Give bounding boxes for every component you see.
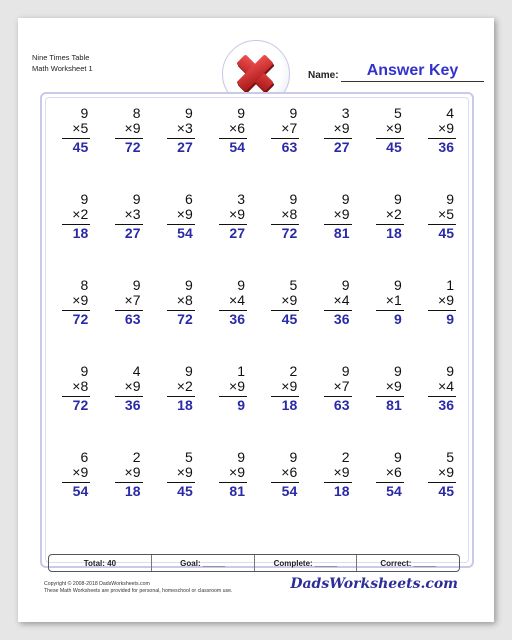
problem-row	[48, 274, 466, 360]
problem	[309, 360, 361, 446]
answer: 18	[386, 225, 402, 241]
problem-row	[48, 188, 466, 274]
problem	[309, 274, 361, 360]
copyright-notice	[44, 581, 232, 595]
multiplier: ×4	[229, 292, 245, 308]
multiplier: ×9	[229, 464, 245, 480]
multiplier: ×9	[281, 292, 298, 308]
multiplier: ×3	[124, 206, 141, 222]
name-row	[308, 62, 484, 82]
goal-cell: Goal: _____	[152, 555, 255, 571]
multiplicand: 5	[184, 449, 193, 465]
multiplicand: 9	[184, 277, 193, 293]
multiplier: ×9	[229, 378, 245, 394]
red-x-icon	[233, 51, 279, 97]
answer: 72	[72, 397, 89, 413]
problem	[414, 102, 466, 188]
multiplier: ×5	[438, 206, 454, 222]
answer: 45	[281, 311, 298, 327]
multiplicand: 9	[446, 363, 454, 379]
multiplier: ×2	[176, 378, 193, 394]
multiplier: ×6	[385, 464, 402, 480]
multiplier: ×8	[72, 378, 89, 394]
answer: 45	[72, 139, 89, 155]
answer: 45	[386, 139, 402, 155]
multiplier: ×2	[72, 206, 89, 222]
answer: 54	[386, 483, 402, 499]
multiplicand: 1	[237, 363, 245, 379]
multiplicand: 3	[341, 105, 350, 121]
multiplicand: 4	[132, 363, 141, 379]
multiplier: ×9	[333, 464, 350, 480]
multiplicand: 2	[341, 449, 350, 465]
answer: 72	[281, 225, 298, 241]
multiplier: ×8	[281, 206, 298, 222]
answer-key-label: Answer Key	[366, 62, 459, 79]
multiplier: ×4	[438, 378, 454, 394]
problem-row	[48, 102, 466, 188]
answer: 36	[333, 311, 350, 327]
answer: 36	[438, 397, 454, 413]
answer: 18	[333, 483, 350, 499]
problem	[257, 360, 309, 446]
multiplicand: 9	[237, 105, 245, 121]
problem	[153, 360, 205, 446]
problem	[153, 188, 205, 274]
complete-cell: Complete: _____	[255, 555, 358, 571]
problem	[153, 102, 205, 188]
correct-cell: Correct: _____	[380, 558, 436, 568]
problem	[48, 188, 100, 274]
multiplier: ×9	[124, 378, 141, 394]
problem	[257, 274, 309, 360]
problem	[100, 360, 152, 446]
multiplicand: 9	[341, 277, 350, 293]
multiplier: ×9	[281, 378, 298, 394]
multiplicand: 8	[80, 277, 89, 293]
problem	[48, 102, 100, 188]
answer: 72	[124, 139, 141, 155]
answer: 72	[72, 311, 89, 327]
problem	[309, 188, 361, 274]
problem	[205, 188, 257, 274]
answer: 45	[438, 483, 454, 499]
problem	[362, 360, 414, 446]
multiplier: ×1	[385, 292, 402, 308]
multiplicand: 9	[393, 191, 402, 207]
multiplicand: 3	[237, 191, 245, 207]
answer: 18	[72, 225, 89, 241]
answer: 9	[237, 397, 245, 413]
multiplicand: 9	[289, 449, 298, 465]
answer: 9	[393, 311, 402, 327]
multiplicand: 9	[289, 191, 298, 207]
problem	[257, 446, 309, 532]
problem	[205, 102, 257, 188]
multiplier: ×9	[333, 206, 350, 222]
problem	[153, 274, 205, 360]
answer: 18	[177, 397, 193, 413]
answer: 36	[124, 397, 141, 413]
multiplicand: 9	[393, 449, 402, 465]
brand-logo: DadsWorksheets.com	[290, 576, 458, 592]
multiplier: ×9	[176, 464, 193, 480]
multiplier: ×5	[72, 120, 89, 136]
multiplicand: 4	[446, 105, 454, 121]
multiplicand: 5	[289, 277, 298, 293]
problem	[362, 274, 414, 360]
problem	[153, 446, 205, 532]
answer: 27	[124, 225, 141, 241]
problem	[257, 188, 309, 274]
multiplicand: 9	[289, 105, 298, 121]
multiplicand: 6	[80, 449, 89, 465]
problem	[100, 102, 152, 188]
problem-grid	[48, 102, 466, 532]
problem	[48, 274, 100, 360]
problem	[414, 360, 466, 446]
multiplier: ×7	[333, 378, 350, 394]
name-label: Name:	[308, 70, 339, 81]
answer: 45	[438, 225, 454, 241]
multiplier: ×9	[438, 120, 454, 136]
problem-row	[48, 360, 466, 446]
multiplicand: 9	[446, 191, 454, 207]
title-line-2: Math Worksheet 1	[32, 64, 93, 73]
multiplier: ×9	[385, 378, 402, 394]
problem	[309, 102, 361, 188]
multiplicand: 1	[446, 277, 454, 293]
multiplicand: 9	[184, 105, 193, 121]
multiplier: ×8	[176, 292, 193, 308]
multiplier: ×6	[229, 120, 245, 136]
multiplicand: 2	[289, 363, 298, 379]
problem	[100, 188, 152, 274]
problem	[48, 446, 100, 532]
problem	[309, 446, 361, 532]
multiplier: ×9	[438, 292, 454, 308]
problem	[205, 446, 257, 532]
multiplicand: 9	[132, 191, 141, 207]
answer: 54	[177, 225, 193, 241]
answer: 63	[124, 311, 141, 327]
multiplier: ×9	[438, 464, 454, 480]
multiplier: ×3	[176, 120, 193, 136]
answer: 45	[177, 483, 193, 499]
worksheet-page	[18, 18, 494, 622]
problem	[362, 102, 414, 188]
problem	[205, 274, 257, 360]
multiplicand: 9	[184, 363, 193, 379]
multiplicand: 9	[237, 449, 245, 465]
multiplicand: 9	[80, 191, 89, 207]
multiplicand: 6	[184, 191, 193, 207]
copyright-line-1: Copyright © 2008-2018 DadsWorksheets.com	[44, 581, 150, 587]
multiplicand: 5	[446, 449, 454, 465]
multiplicand: 9	[132, 277, 141, 293]
multiplier: ×9	[229, 206, 245, 222]
name-line	[341, 81, 484, 82]
multiplier: ×9	[176, 206, 193, 222]
multiplier: ×7	[281, 120, 298, 136]
score-box	[48, 554, 460, 572]
multiplicand: 9	[341, 191, 350, 207]
multiplicand: 9	[341, 363, 350, 379]
answer: 18	[124, 483, 141, 499]
problem	[362, 188, 414, 274]
problem	[414, 188, 466, 274]
answer: 9	[446, 311, 454, 327]
multiplicand: 9	[237, 277, 245, 293]
answer: 63	[333, 397, 350, 413]
problem	[257, 102, 309, 188]
worksheet-title	[32, 52, 93, 74]
answer: 54	[229, 139, 245, 155]
multiplicand: 5	[393, 105, 402, 121]
answer: 81	[333, 225, 350, 241]
problem	[414, 446, 466, 532]
multiplier: ×9	[72, 464, 89, 480]
multiplier: ×7	[124, 292, 141, 308]
multiplicand: 9	[80, 363, 89, 379]
answer: 36	[229, 311, 245, 327]
multiplicand: 8	[132, 105, 141, 121]
multiplicand: 9	[393, 277, 402, 293]
multiplier: ×9	[72, 292, 89, 308]
problem	[205, 360, 257, 446]
problem	[414, 274, 466, 360]
answer: 27	[229, 225, 245, 241]
answer: 54	[281, 483, 298, 499]
multiplier: ×4	[333, 292, 350, 308]
answer: 63	[281, 139, 298, 155]
answer: 27	[333, 139, 350, 155]
multiplier: ×2	[385, 206, 402, 222]
answer: 72	[177, 311, 193, 327]
multiplicand: 9	[80, 105, 89, 121]
title-line-1: Nine Times Table	[32, 53, 90, 62]
multiplier: ×9	[333, 120, 350, 136]
multiplier: ×9	[124, 120, 141, 136]
answer: 36	[438, 139, 454, 155]
multiplicand: 9	[393, 363, 402, 379]
problem	[362, 446, 414, 532]
multiplicand: 2	[132, 449, 141, 465]
copyright-line-2: These Math Worksheets are provided for personal, homeschool or classroom use.	[44, 588, 233, 594]
answer: 18	[281, 397, 298, 413]
problem	[100, 274, 152, 360]
total-cell: Total: 40	[49, 555, 152, 571]
answer: 81	[386, 397, 402, 413]
problem-row	[48, 446, 466, 532]
answer: 81	[229, 483, 245, 499]
multiplier: ×9	[385, 120, 402, 136]
answer: 54	[72, 483, 89, 499]
problems-frame	[40, 92, 474, 568]
multiplier: ×9	[124, 464, 141, 480]
answer: 27	[177, 139, 193, 155]
multiplier: ×6	[281, 464, 298, 480]
problem	[48, 360, 100, 446]
problem	[100, 446, 152, 532]
